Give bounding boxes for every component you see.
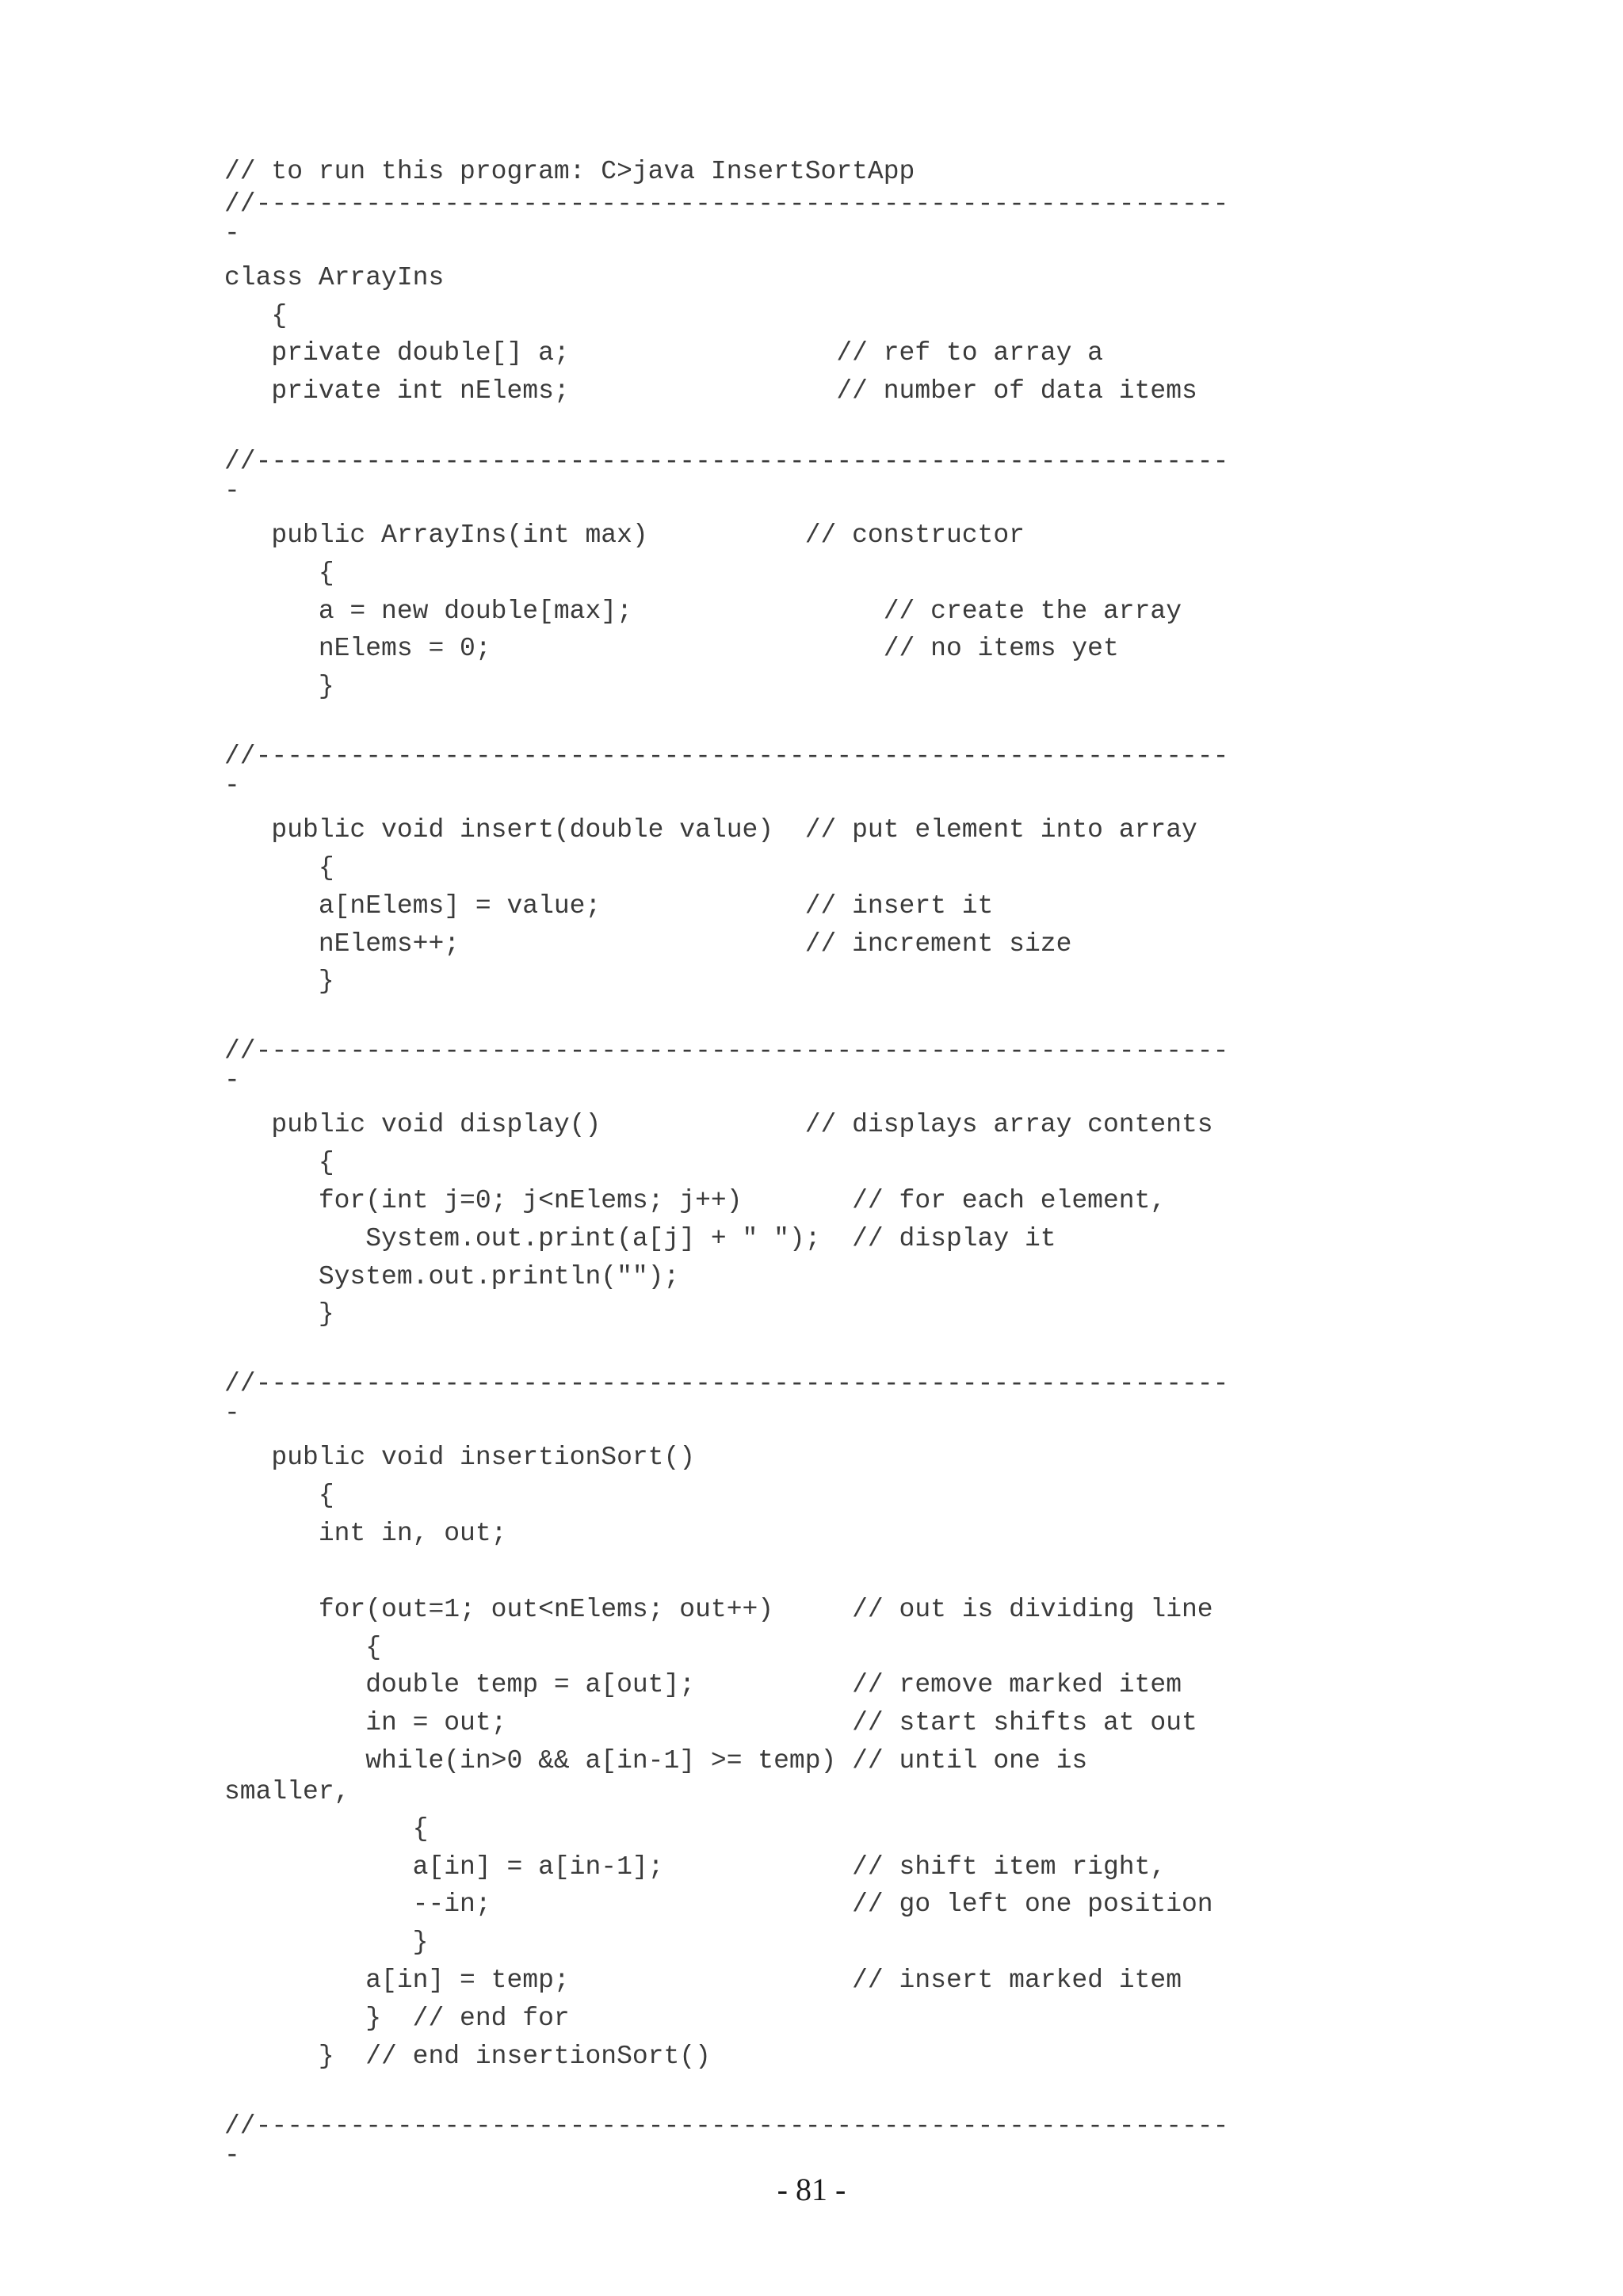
code-line: double temp = a[out]; // remove marked item xyxy=(224,1670,1182,1700)
code-line: nElems = 0; // no items yet xyxy=(224,634,1119,664)
code-line: } xyxy=(224,1299,334,1329)
code-line: private int nElems; // number of data items xyxy=(224,376,1197,406)
code-line: System.out.print(a[j] + " "); // display it xyxy=(224,1223,1056,1253)
code-line: } // end for xyxy=(224,2003,570,2033)
code-line: { xyxy=(224,1814,429,1844)
code-line: public void display() // displays array contents xyxy=(224,1110,1213,1140)
code-line: { xyxy=(224,558,334,588)
code-blank-line xyxy=(224,1333,1228,1371)
code-line: { xyxy=(224,300,288,330)
code-line: nElems++; // increment size xyxy=(224,929,1072,959)
code-line: // to run this program: C>java InsertSortApp xyxy=(224,157,915,186)
code-line: { xyxy=(224,1632,382,1662)
code-blank-line xyxy=(224,1000,1228,1038)
code-rule-tail: - xyxy=(224,2141,240,2171)
code-line: { xyxy=(224,1148,334,1178)
code-rule-tail: - xyxy=(224,1398,240,1428)
code-line: for(out=1; out<nElems; out++) // out is dividing line xyxy=(224,1594,1213,1624)
code-line: public void insertionSort() xyxy=(224,1443,696,1473)
code-line: class ArrayIns xyxy=(224,262,445,292)
code-line: } // end insertionSort() xyxy=(224,2041,711,2071)
code-wrapped-line: smaller, xyxy=(224,1776,350,1806)
code-line: while(in>0 && a[in-1] >= temp) // until one is xyxy=(224,1745,1088,1775)
code-line: } xyxy=(224,1928,429,1958)
code-rule-tail: - xyxy=(224,475,240,505)
code-line: } xyxy=(224,672,334,702)
code-blank-line xyxy=(224,705,1228,743)
code-rule-tail: - xyxy=(224,771,240,801)
page-number: - 81 - xyxy=(777,2172,846,2207)
code-rule-line: //-------------------------------------------------------------- xyxy=(224,742,1229,772)
code-rule-tail: - xyxy=(224,218,240,248)
code-line: public ArrayIns(int max) // constructor xyxy=(224,520,1025,550)
code-rule-line: //-------------------------------------------------------------- xyxy=(224,1036,1229,1066)
code-line: System.out.println(""); xyxy=(224,1261,680,1291)
code-listing xyxy=(224,153,1228,2181)
code-line: a = new double[max]; // create the array xyxy=(224,596,1182,626)
code-line: a[nElems] = value; // insert it xyxy=(224,891,994,921)
code-line: public void insert(double value) // put element into array xyxy=(224,815,1197,845)
code-blank-line xyxy=(224,410,1228,448)
code-line: --in; // go left one position xyxy=(224,1890,1213,1920)
code-rule-line: //-------------------------------------------------------------- xyxy=(224,446,1229,476)
code-line: { xyxy=(224,852,334,883)
code-rule-tail: - xyxy=(224,1066,240,1096)
code-line: } xyxy=(224,967,334,997)
code-rule-line: //-------------------------------------------------------------- xyxy=(224,1369,1229,1399)
code-line: private double[] a; // ref to array a xyxy=(224,338,1103,368)
code-line: { xyxy=(224,1481,334,1511)
code-line: a[in] = temp; // insert marked item xyxy=(224,1965,1182,1995)
code-line: a[in] = a[in-1]; // shift item right, xyxy=(224,1852,1167,1882)
code-line: in = out; // start shifts at out xyxy=(224,1708,1197,1738)
code-line: int in, out; xyxy=(224,1518,507,1548)
code-blank-line xyxy=(224,1553,1228,1591)
code-rule-line: //-------------------------------------------------------------- xyxy=(224,2111,1229,2142)
code-blank-line xyxy=(224,2075,1228,2113)
code-rule-line: //-------------------------------------------------------------- xyxy=(224,189,1229,219)
code-line: for(int j=0; j<nElems; j++) // for each element, xyxy=(224,1185,1167,1215)
